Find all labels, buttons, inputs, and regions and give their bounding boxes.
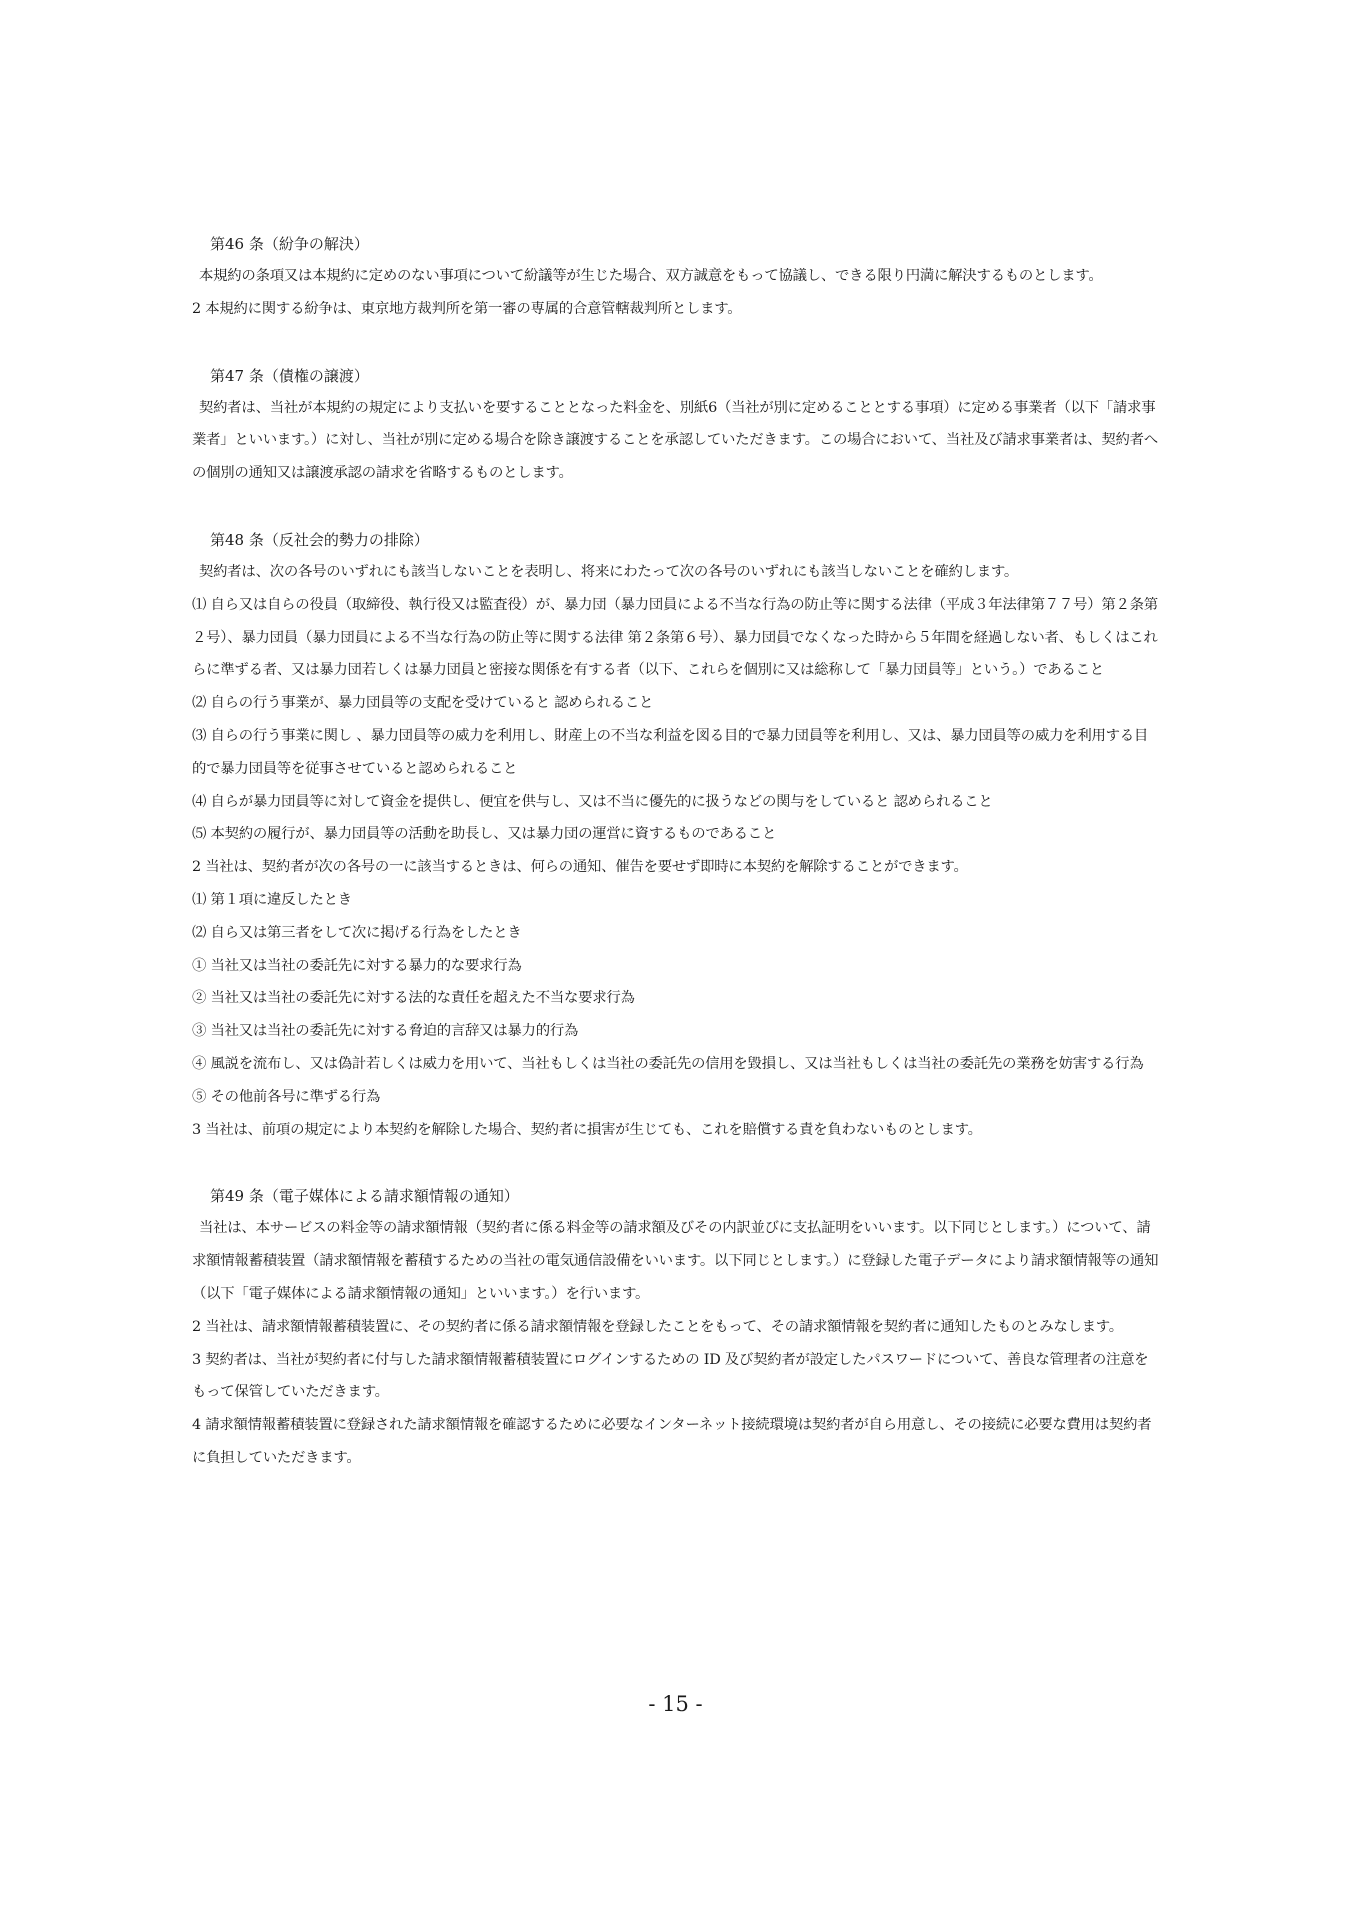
list-item: ③ 当社又は当社の委託先に対する脅迫的言辞又は暴力的行為	[192, 1023, 579, 1040]
list-item: ④ 風説を流布し、又は偽計若しくは威力を用いて、当社もしくは当社の委託先の信用を毀損し、又は当社もしくは当社の委託先の業務を妨害する行為	[192, 1055, 1144, 1072]
article-paragraph: 2 当社は、契約者が次の各号の一に該当するときは、何らの通知、催告を要せず即時に本契約を解除することができます。	[192, 859, 968, 876]
article-paragraph: 2 当社は、請求額情報蓄積装置に、その契約者に係る請求額情報を登録したことをもって、その請求額情報を契約者に通知したものとみなします。	[192, 1318, 1123, 1335]
list-item: ⑴ 第１項に違反したとき	[192, 891, 352, 908]
list-item: ⑵ 自ら又は第三者をして次に掲げる行為をしたとき	[192, 924, 522, 941]
article-paragraph: 2 本規約に関する紛争は、東京地方裁判所を第一審の専属的合意管轄裁判所とします。	[192, 300, 742, 317]
article-48	[192, 524, 1162, 1146]
article-paragraph: 契約者は、次の各号のいずれにも該当しないことを表明し、将来にわたって次の各号のいずれにも該当しないことを確約します。	[199, 563, 1019, 580]
article-paragraph: 4 請求額情報蓄積装置に登録された請求額情報を確認するために必要なインターネット接続環境は契約者が自ら用意し、その接続に必要な費用は契約者に負担していただきます。	[192, 1417, 1152, 1466]
article-46	[192, 228, 1162, 326]
document-body	[192, 228, 1162, 1475]
list-item: ⑷ 自らが暴力団員等に対して資金を提供し、便宜を供与し、又は不当に優先的に扱うなどの関与をしていると 認められること	[192, 793, 993, 810]
article-paragraph: 本規約の条項又は本規約に定めのない事項について紛議等が生じた場合、双方誠意をもって協議し、できる限り円満に解決するものとします。	[199, 268, 1103, 284]
list-item: ① 当社又は当社の委託先に対する暴力的な要求行為	[192, 957, 522, 974]
article-paragraph: 当社は、本サービスの料金等の請求額情報（契約者に係る料金等の請求額及びその内訳並びに支払証明をいいます。以下同じとします。）について、請求額情報蓄積装置（請求額情報を蓄積するための当社の電気通信設備をいいます。以下同じとします。）に登録した電子データにより請求額情報等の通知（以下「電子媒体による請求額情報の通知」といいます。）を行います。	[192, 1220, 1159, 1302]
list-item: ⑵ 自らの行う事業が、暴力団員等の支配を受けていると 認められること	[192, 695, 654, 712]
article-heading: 第49 条（電子媒体による請求額情報の通知）	[210, 1187, 519, 1206]
list-item: ⑤ その他前各号に準ずる行為	[192, 1088, 381, 1105]
article-heading: 第46 条（紛争の解決）	[210, 235, 369, 253]
list-item: ② 当社又は当社の委託先に対する法的な責任を超えた不当な要求行為	[192, 990, 635, 1007]
list-item: ⑴ 自ら又は自らの役員（取締役、執行役又は監査役）が、暴力団（暴力団員による不当な行為の防止等に関する法律（平成３年法律第７７号）第２条第２号）、暴力団員（暴力団員による不当な行為の防止等に関する法律 第２条第６号）、暴力団員でなくなった時から５年間を経過しない者、もしくはこれらに準ずる者、又は暴力団若しくは暴力団員と密接な関係を有する者（以下、これらを個別に又は総称して「暴力団員等」という。）であること	[192, 596, 1158, 679]
page-number: - 15 -	[648, 1692, 703, 1716]
article-heading: 第47 条（債権の譲渡）	[210, 366, 369, 385]
list-item: ⑶ 自らの行う事業に関し 、暴力団員等の威力を利用し、財産上の不当な利益を図る目的で暴力団員等を利用し、又は、暴力団員等の威力を利用する目的で暴力団員等を従事させていると認められること	[192, 727, 1149, 777]
article-heading: 第48 条（反社会的勢力の排除）	[210, 530, 429, 549]
article-paragraph: 契約者は、当社が本規約の規定により支払いを要することとなった料金を、別紙6（当社が別に定めることとする事項）に定める事業者（以下「請求事業者」といいます。）に対し、当社が別に定める場合を除き譲渡することを承認していただきます。この場合において、当社及び請求事業者は、契約者への個別の通知又は譲渡承認の請求を省略するものとします。	[192, 399, 1158, 482]
article-47	[192, 360, 1162, 490]
article-paragraph: 3 契約者は、当社が契約者に付与した請求額情報蓄積装置にログインするための ID 及び契約者が設定したパスワードについて、善良な管理者の注意をもって保管していただきます。	[192, 1351, 1149, 1401]
list-item: ⑸ 本契約の履行が、暴力団員等の活動を助長し、又は暴力団の運営に資するものであること	[192, 826, 777, 843]
article-49	[192, 1180, 1162, 1474]
article-paragraph: 3 当社は、前項の規定により本契約を解除した場合、契約者に損害が生じても、これを賠償する責を負わないものとします。	[192, 1121, 982, 1138]
